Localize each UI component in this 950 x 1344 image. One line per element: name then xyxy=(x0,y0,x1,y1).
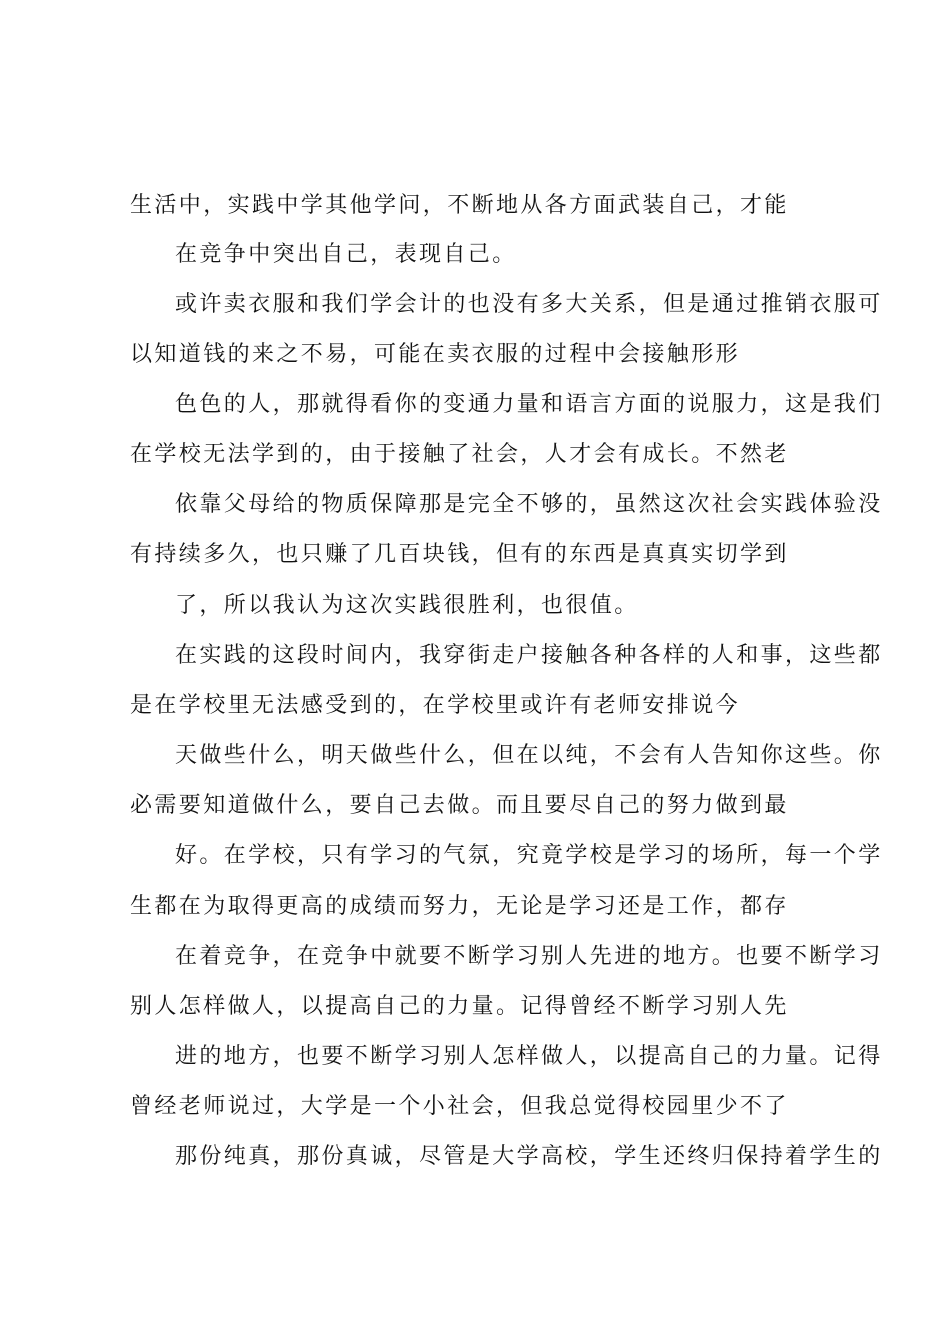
text-line: 在实践的这段时间内，我穿街走户接触各种各样的人和事，这些都 xyxy=(175,643,883,668)
text-line: 好。在学校，只有学习的气氛，究竟学校是学习的场所，每一个学 xyxy=(175,843,883,868)
text-line: 了，所以我认为这次实践很胜利，也很值。 xyxy=(175,593,639,618)
text-line: 生都在为取得更高的成绩而努力，无论是学习还是工作，都存 xyxy=(130,894,789,919)
text-line: 必需要知道做什么，要自己去做。而且要尽自己的努力做到最 xyxy=(130,793,789,818)
text-line: 曾经老师说过，大学是一个小社会，但我总觉得校园里少不了 xyxy=(130,1094,789,1119)
text-line: 色色的人，那就得看你的变通力量和语言方面的说服力，这是我们 xyxy=(175,392,883,417)
text-line: 依靠父母给的物质保障那是完全不够的，虽然这次社会实践体验没 xyxy=(175,492,883,517)
text-line: 有持续多久，也只赚了几百块钱，但有的东西是真真实切学到 xyxy=(130,542,789,567)
text-line: 在着竞争，在竞争中就要不断学习别人先进的地方。也要不断学习 xyxy=(175,944,883,969)
text-line: 或许卖衣服和我们学会计的也没有多大关系，但是通过推销衣服可 xyxy=(175,292,883,317)
text-line: 在学校无法学到的，由于接触了社会，人才会有成长。不然老 xyxy=(130,442,789,467)
text-line: 生活中，实践中学其他学问，不断地从各方面武装自己，才能 xyxy=(130,193,789,218)
text-line: 以知道钱的来之不易，可能在卖衣服的过程中会接触形形 xyxy=(130,342,741,367)
text-line: 进的地方，也要不断学习别人怎样做人，以提高自己的力量。记得 xyxy=(175,1044,883,1069)
text-line: 别人怎样做人，以提高自己的力量。记得曾经不断学习别人先 xyxy=(130,994,789,1019)
text-line: 天做些什么，明天做些什么，但在以纯，不会有人告知你这些。你 xyxy=(175,743,883,768)
text-line: 是在学校里无法感受到的，在学校里或许有老师安排说今 xyxy=(130,693,741,718)
text-line: 在竞争中突出自己，表现自己。 xyxy=(175,242,517,267)
text-line: 那份纯真，那份真诚，尽管是大学高校，学生还终归保持着学生的 xyxy=(175,1144,883,1169)
